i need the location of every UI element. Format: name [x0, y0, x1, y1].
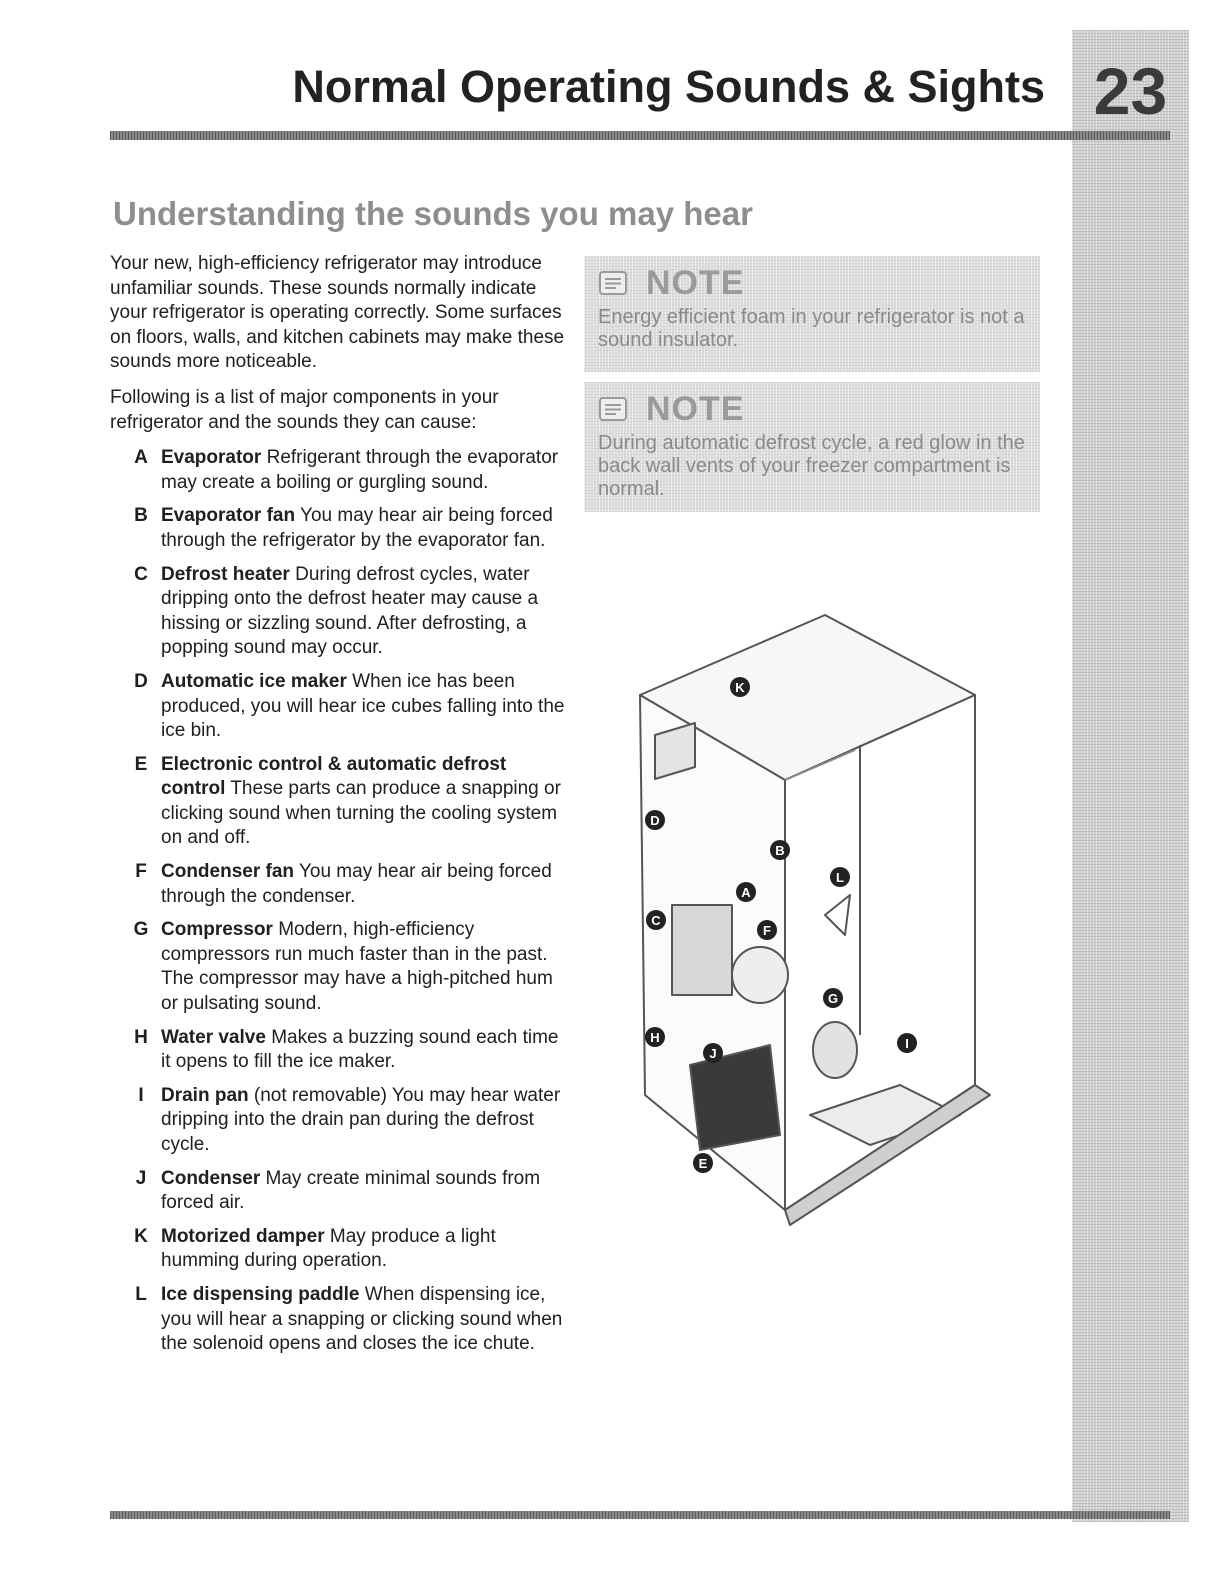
note-box [584, 256, 1040, 372]
item-name: Automatic ice maker [161, 670, 347, 692]
callout-label: E [698, 1156, 708, 1171]
list-item [110, 504, 570, 553]
callout-label: F [763, 923, 771, 938]
item-letter: L [135, 1283, 147, 1305]
callout-label: I [905, 1036, 909, 1051]
item-name: Motorized damper [161, 1225, 325, 1247]
item-description: When dispensing ice, you will hear a snapping or clicking sound when the solenoid opens and closes the ice chute. [161, 1283, 563, 1355]
list-item [110, 446, 570, 495]
item-description: You may hear air being forced through the condenser. [161, 861, 552, 907]
item-letter: H [134, 1026, 148, 1048]
item-name: Defrost heater [161, 563, 290, 585]
item-letter: C [134, 563, 148, 585]
callout-label: L [836, 870, 844, 885]
item-letter: E [134, 753, 148, 775]
callout-label: B [775, 843, 785, 858]
note-label: NOTE [646, 263, 745, 302]
note-icon [598, 397, 628, 421]
item-letter: D [134, 670, 148, 692]
list-item [110, 918, 570, 1016]
body-text-column [110, 252, 570, 1366]
list-item [110, 1026, 570, 1075]
item-description: Modern, high-efficiency compressors run much faster than in the past. The compressor may have a high-pitched hum or pulsating sound. [161, 919, 553, 1015]
item-name: Compressor [161, 919, 273, 941]
item-name: Evaporator [161, 447, 262, 469]
item-name: Condenser fan [161, 861, 295, 883]
item-name: Water valve [161, 1026, 266, 1048]
item-name: Drain pan [161, 1084, 249, 1106]
callout-label: J [709, 1046, 717, 1061]
callout-label: H [650, 1030, 660, 1045]
item-description: May produce a light humming during operation. [161, 1225, 496, 1272]
note-label: NOTE [646, 389, 745, 428]
condenser-coils [690, 1045, 780, 1150]
note-header [598, 264, 1030, 302]
footer-rule [110, 1511, 1170, 1519]
item-letter: J [135, 1167, 147, 1189]
intro-paragraph: Your new, high-efficiency refrigerator may introduce unfamiliar sounds. These sounds normally indicate your refrigerator is operating correctly. Some surfaces on floors, walls, and kitchen cabinets may make these sounds more noticeable. [110, 253, 565, 373]
callout-label: C [651, 913, 661, 928]
callout-label: K [735, 680, 745, 695]
item-letter: B [134, 505, 148, 527]
intro-paragraph: Following is a list of major components in your refrigerator and the sounds they can cause: [110, 386, 499, 433]
item-description: You may hear air being forced through the refrigerator by the evaporator fan. [161, 505, 553, 551]
item-description: May create minimal sounds from forced air. [161, 1167, 541, 1214]
item-letter: G [133, 919, 149, 941]
note-text: During automatic defrost cycle, a red glow in the back wall vents of your freezer compartment is normal. [598, 432, 1025, 500]
item-letter: K [134, 1225, 148, 1247]
item-description: When ice has been produced, you will hear ice cubes falling into the ice bin. [161, 670, 565, 742]
list-item [110, 1283, 570, 1357]
condenser-fan [732, 947, 788, 1003]
header-rule [110, 131, 1170, 140]
item-name: Ice dispensing paddle [161, 1283, 360, 1305]
note-icon [598, 271, 628, 295]
evaporator-coil [672, 905, 732, 995]
item-description: During defrost cycles, water dripping onto the defrost heater may cause a hissing or sizzling sound. After defrosting, a popping sound may occur. [161, 563, 539, 659]
list-item [110, 1084, 570, 1158]
list-item [110, 860, 570, 909]
callout-label: D [650, 813, 660, 828]
side-tab-strip [1072, 30, 1189, 1522]
item-description: (not removable) You may hear water dripping into the drain pan during the defrost cycle. [161, 1084, 561, 1155]
page-number: 23 [1093, 54, 1168, 128]
section-heading: Understanding the sounds you may hear [113, 195, 753, 232]
note-box [584, 382, 1040, 512]
item-letter: A [134, 447, 148, 469]
callout-label: A [741, 885, 751, 900]
item-name: Evaporator fan [161, 505, 296, 527]
list-item [110, 670, 570, 744]
components-list [110, 446, 570, 1357]
item-letter: I [138, 1084, 144, 1106]
item-letter: F [135, 861, 147, 883]
refrigerator-diagram [600, 595, 1020, 1245]
note-header [598, 390, 1030, 428]
compressor [813, 1022, 857, 1078]
list-item [110, 753, 570, 851]
page-title: Normal Operating Sounds & Sights [292, 61, 1045, 112]
note-text: Energy efficient foam in your refrigerator is not a sound insulator. [598, 306, 1025, 351]
item-description: Refrigerant through the evaporator may create a boiling or gurgling sound. [161, 447, 559, 493]
item-description: These parts can produce a snapping or clicking sound when turning the cooling system on and off. [161, 778, 561, 849]
item-description: Makes a buzzing sound each time it opens to fill the ice maker. [161, 1026, 559, 1073]
list-item [110, 1225, 570, 1274]
item-name: Condenser [161, 1167, 261, 1189]
item-name: Electronic control & automatic defrost control [161, 753, 507, 800]
list-item [110, 1167, 570, 1216]
callout-label: G [827, 991, 839, 1006]
list-item [110, 563, 570, 661]
